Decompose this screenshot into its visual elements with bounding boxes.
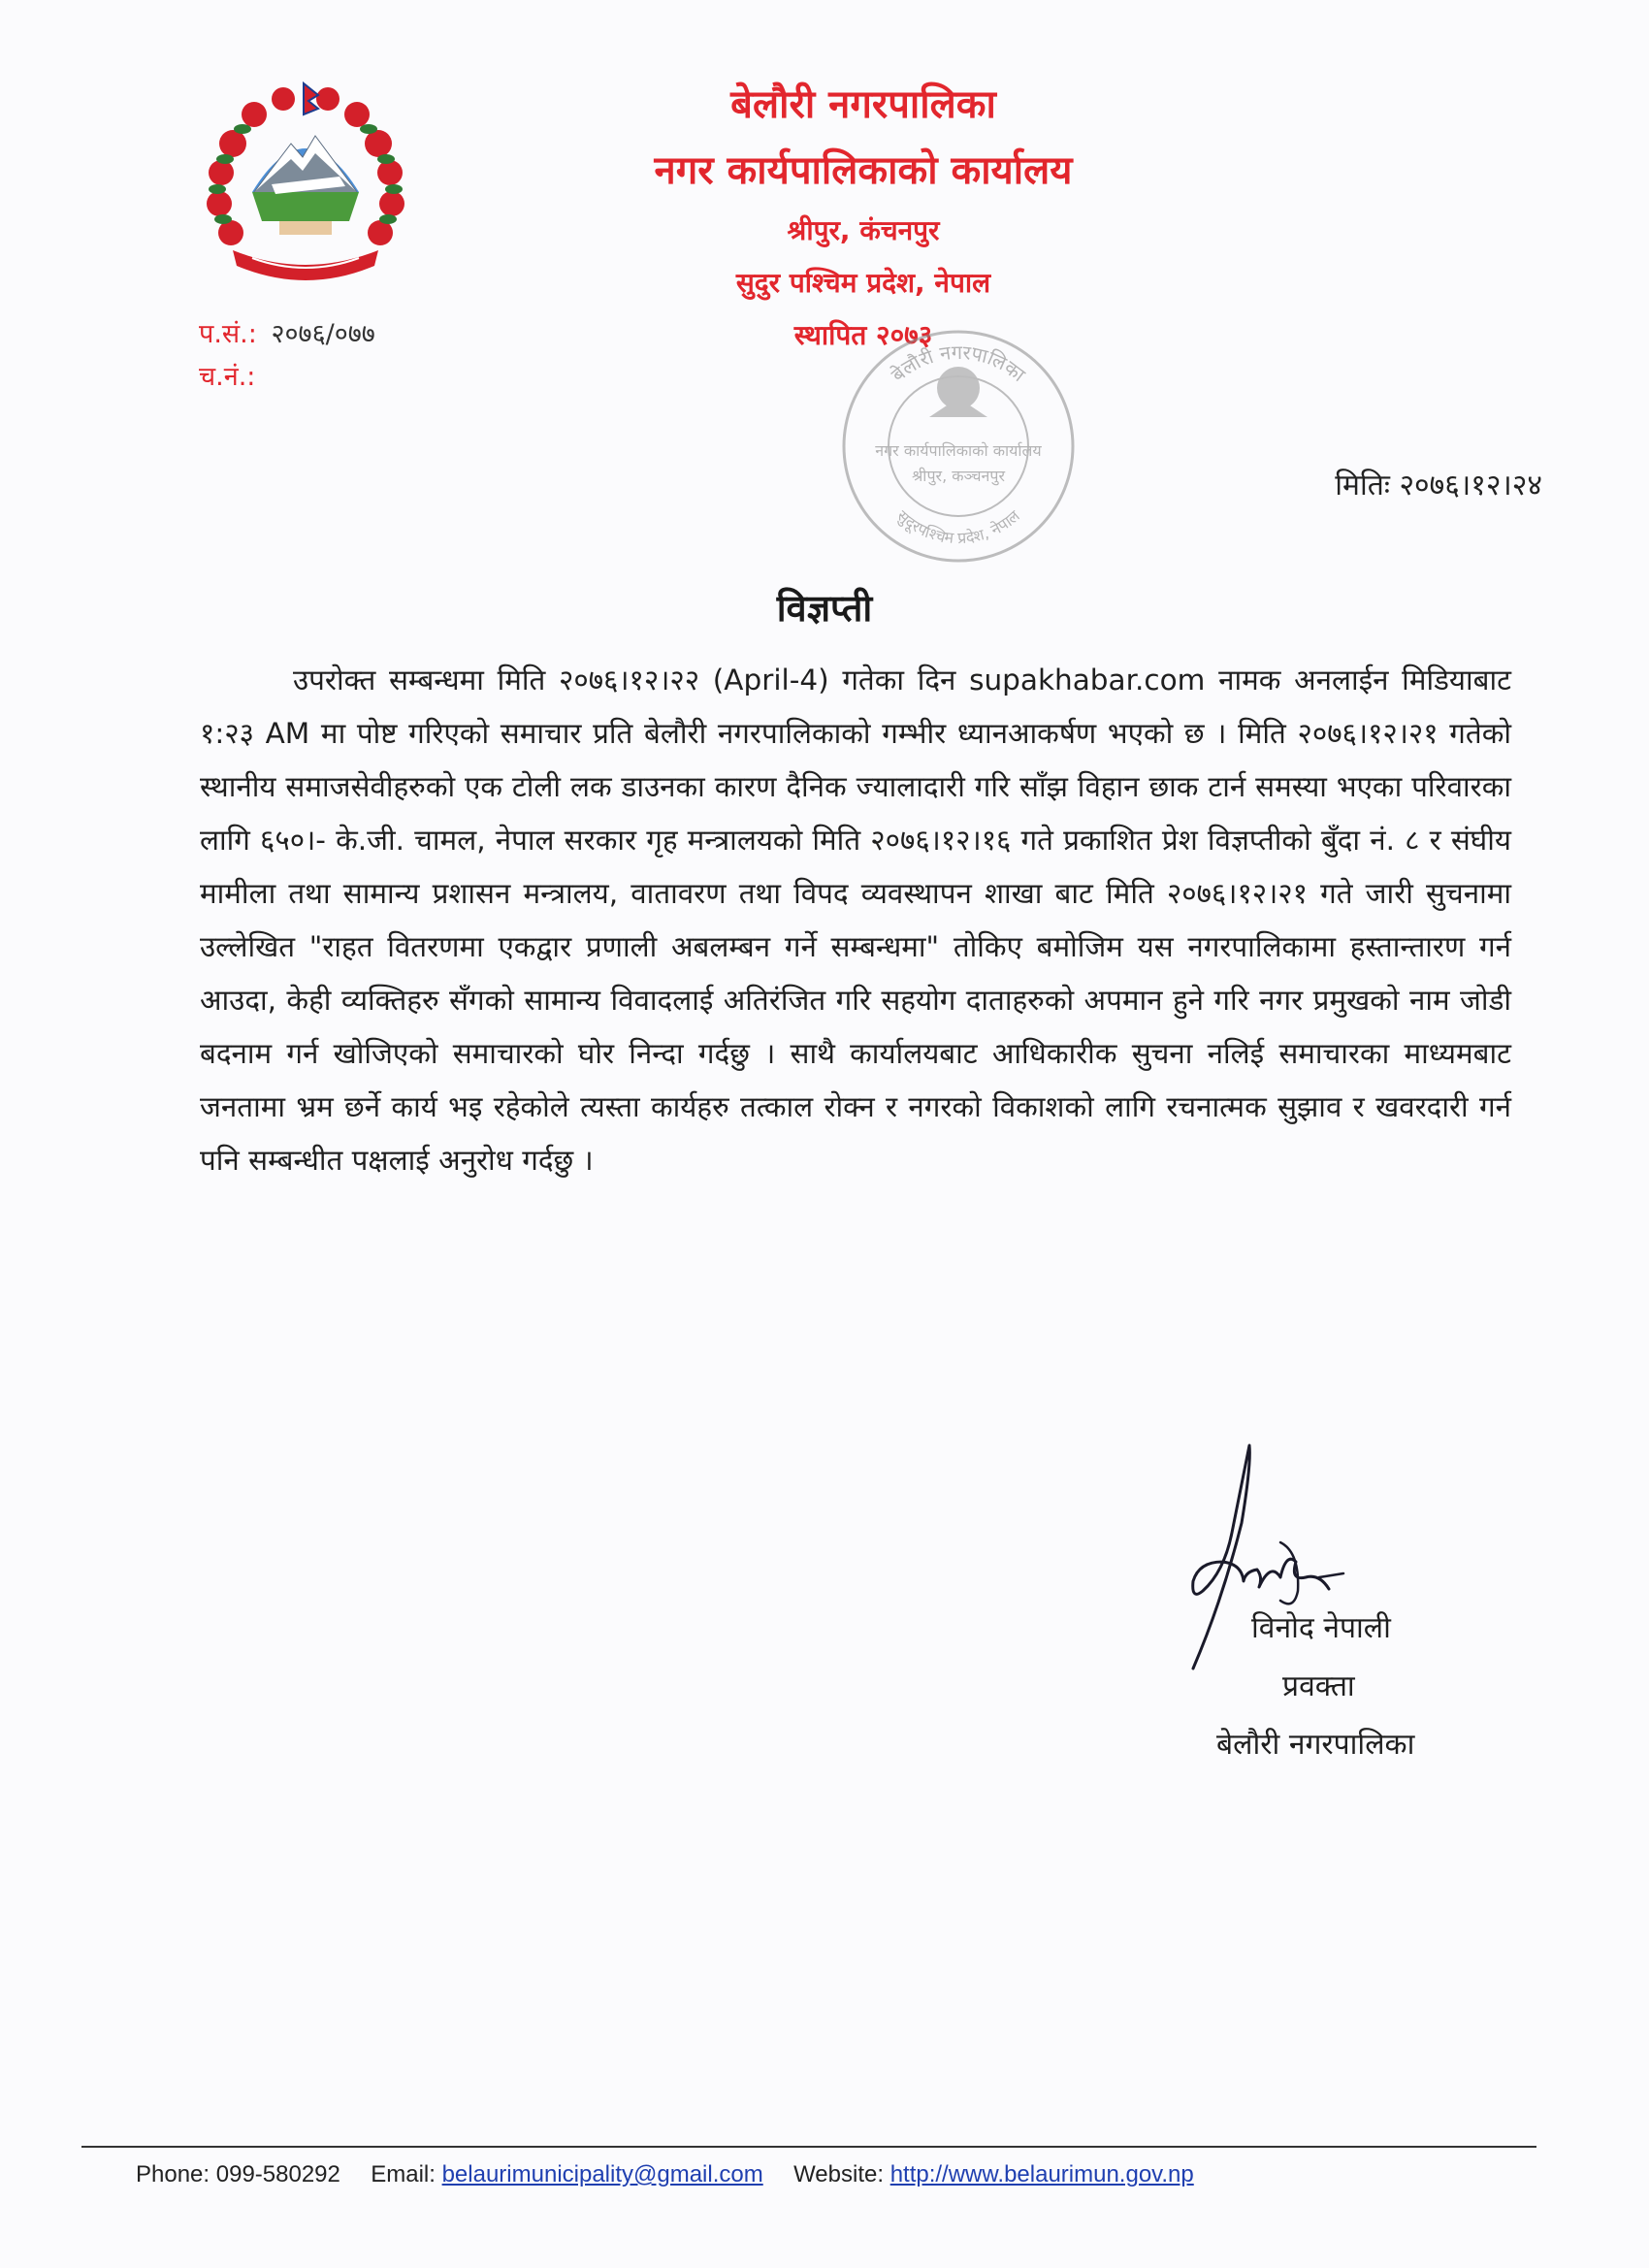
reference-number-value: २०७६/०७७ bbox=[271, 319, 375, 349]
seal-text-bottom: श्रीपुर, कञ्चनपुर bbox=[911, 467, 1006, 485]
phone-label: Phone: bbox=[136, 2161, 210, 2187]
notice-title: विज्ञप्ती bbox=[776, 587, 873, 630]
footer-divider bbox=[81, 2146, 1536, 2148]
signatory-organization: बेलौरी नगरपालिका bbox=[1216, 1728, 1415, 1762]
reference-number-label: प.सं.: bbox=[199, 319, 257, 349]
letter-date: मितिः २०७६।१२।२४ bbox=[1335, 469, 1542, 502]
website-label: Website: bbox=[793, 2161, 885, 2187]
footer-contact bbox=[136, 2161, 1194, 2188]
svg-text:सुदूरपश्चिम प्रदेश, नेपाल bbox=[892, 505, 1023, 547]
website-link[interactable]: http://www.belaurimun.gov.np bbox=[889, 2161, 1194, 2187]
office-seal-stamp bbox=[832, 310, 1084, 563]
office-province: सुदुर पश्चिम प्रदेश, नेपाल bbox=[735, 267, 991, 299]
office-address: श्रीपुर, कंचनपुर bbox=[787, 214, 940, 246]
seal-text-extra: सुदूरपश्चिम प्रदेश, नेपाल bbox=[893, 506, 1023, 548]
signatory-name: विनोद नेपाली bbox=[1251, 1611, 1391, 1645]
dispatch-number bbox=[199, 357, 261, 393]
notice-body bbox=[200, 654, 1511, 1187]
email-link[interactable]: belaurimunicipality@gmail.com bbox=[441, 2161, 763, 2187]
seal-text-middle: नगर कार्यपालिकाको कार्यालय bbox=[875, 441, 1042, 460]
phone-number: 099-580292 bbox=[215, 2161, 340, 2187]
reference-number bbox=[199, 314, 375, 350]
office-subtitle: नगर कार्यपालिकाको कार्यालय bbox=[654, 148, 1073, 193]
office-established: स्थापित २०७३ bbox=[793, 319, 933, 351]
dispatch-number-label: च.नं.: bbox=[199, 362, 256, 392]
office-name: बेलौरी नगरपालिका bbox=[730, 82, 996, 127]
nepal-emblem-icon bbox=[194, 76, 417, 289]
seal-text-top: बेलौरी नगरपालिका bbox=[886, 340, 1030, 387]
signatory-role: प्रवक्ता bbox=[1282, 1669, 1355, 1703]
notice-paragraph: उपरोक्त सम्बन्धमा मिति २०७६।१२।२२ (April-4) गतेका दिन supakhabar.com नामक अनलाईन मिडियाबाट १:२३ AM मा पोष्ट गरिएको समाचार प्रति बेलौरी नगरपालिकाको गम्भीर ध्यानआकर्षण भएको छ । मिति २०७६।१२।२१ गतेको स्थानीय समाजसेवीहरुको एक टोली लक डाउनका कारण दैनिक ज्यालादारी गरि साँझ विहान छाक टार्न समस्या भएका परिवारका लागि ६५०।- के.जी. चामल, नेपाल सरकार गृह मन्त्रालयको मिति २०७६।१२।१६ गते प्रकाशित प्रेश विज्ञप्तीको बुँदा नं. ८ र संघीय मामीला तथा सामान्य प्रशासन मन्त्रालय, वातावरण तथा विपद व्यवस्थापन शाखा बाट मिति २०७६।१२।२१ गते जारी सुचनामा उल्लेखित "राहत वितरणमा एकद्वार प्रणाली अबलम्बन गर्ने सम्बन्धमा" तोकिए बमोजिम यस नगरपालिकामा हस्तान्तारण गर्न आउदा, केही व्यक्तिहरु सँगको सामान्य विवादलाई अतिरंजित गरि सहयोग दाताहरुको अपमान हुने गरि नगर प्रमुखको नाम जोडी बदनाम गर्न खोजिएको समाचारको घोर निन्दा गर्दछु । साथै कार्यालयबाट आधिकारीक सुचना नलिई समाचारका माध्यमबाट जनतामा भ्रम छर्ने कार्य भइ रहेकोले त्यस्ता कार्यहरु तत्काल रोक्न र नगरको विकाशको लागि रचनात्मक सुझाव र खवरदारी गर्न पनि सम्बन्धीत पक्षलाई अनुरोध गर्दछु । bbox=[200, 664, 1511, 1177]
email-label: Email: bbox=[371, 2161, 436, 2187]
